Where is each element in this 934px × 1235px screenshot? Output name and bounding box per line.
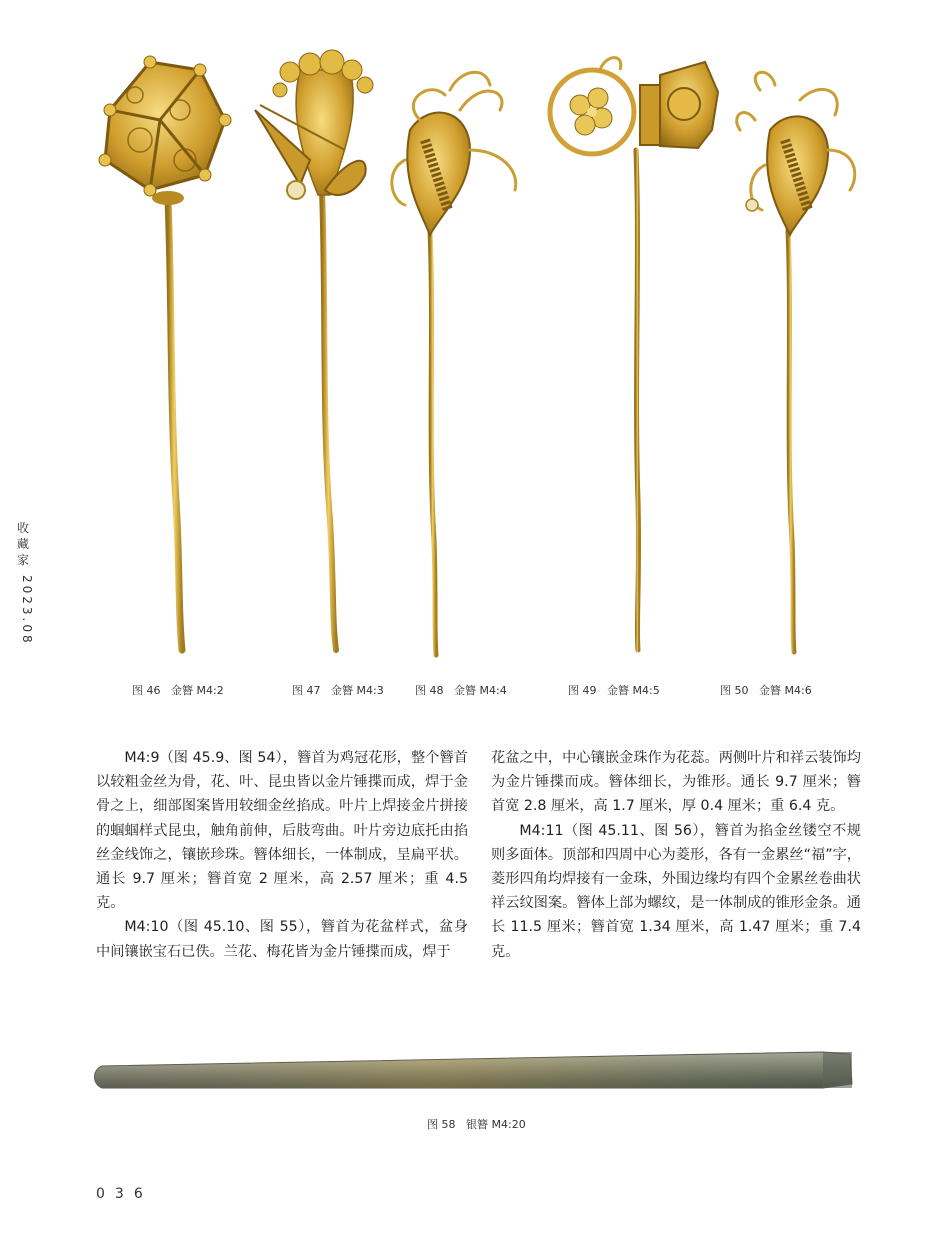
paragraph: M4:10（图 45.10、图 55），簪首为花盆样式，盆身中间镶嵌宝石已佚。兰花、梅花皆为金片锤揲而成，焊于 — [96, 919, 468, 960]
figure-label: 图 49 — [568, 684, 597, 697]
magazine-char: 收 — [16, 521, 31, 535]
figure-caption — [415, 682, 507, 698]
figure-name: 金簪 M4:6 — [759, 684, 812, 697]
figure-label: 图 46 — [132, 684, 161, 697]
figure-caption — [720, 682, 812, 698]
figure-name: 金簪 M4:4 — [454, 684, 507, 697]
hairpin-m4-5-image — [550, 58, 718, 650]
magazine-char: 家 — [16, 553, 31, 567]
figure-caption — [132, 682, 224, 698]
paragraph: M4:11（图 45.11、图 56），簪首为掐金丝镂空不规则多面体。顶部和四周中心为菱形，各有一金累丝“福”字，菱形四角均焊接有一金珠，外围边缘均有四个金累丝卷曲状祥云纹图案。簪体上部为螺纹，是一体制成的锥形金条。通长 11.5 厘米；簪首宽 1.34 厘米，高 1.47 厘米；重 7.4 克。 — [491, 822, 861, 960]
hairpin-m4-3-image — [255, 50, 373, 650]
figure-name: 金簪 M4:2 — [171, 684, 224, 697]
issue-label: 2023.08 — [20, 575, 34, 646]
figure-label: 图 47 — [292, 684, 321, 697]
figure-caption — [292, 682, 384, 698]
text-column-right — [491, 746, 861, 964]
hairpin-m4-2-image — [99, 56, 231, 650]
paragraph: M4:9（图 45.9、图 54），簪首为鸡冠花形，整个簪首以较粗金丝为骨，花、叶、昆虫皆以金片锤揲而成，焊于金骨之上，细部图案皆用较细金丝掐成。叶片上焊接金片拼接的蝈蝈样式昆虫，触角前伸，后肢弯曲。叶片旁边底托由掐丝金线饰之，镶嵌珍珠。簪体细长，一体制成，呈扁平状。通长 9.7 厘米；簪首宽 2 厘米，高 2.57 厘米；重 4.5 克。 — [96, 750, 468, 912]
figure-caption — [427, 1116, 526, 1132]
silver-hairpin-image — [88, 1044, 862, 1106]
figure-label: 图 58 — [427, 1118, 456, 1131]
page-number: 036 — [96, 1186, 153, 1202]
figure-name: 金簪 M4:5 — [607, 684, 660, 697]
magazine-char: 藏 — [16, 537, 31, 551]
figure-name: 金簪 M4:3 — [331, 684, 384, 697]
text-column-left — [96, 746, 468, 964]
figure-name: 银簪 M4:20 — [466, 1118, 526, 1131]
figure-caption — [568, 682, 660, 698]
figure-label: 图 48 — [415, 684, 444, 697]
figure-label: 图 50 — [720, 684, 749, 697]
hairpin-m4-4-image — [392, 72, 516, 655]
paragraph: 花盆之中，中心镶嵌金珠作为花蕊。两侧叶片和祥云装饰均为金片锤揲而成。簪体细长，为锥形。通长 9.7 厘米；簪首宽 2.8 厘米，高 1.7 厘米，厚 0.4 厘米；重 6.4 克。 — [491, 750, 861, 815]
hairpin-m4-6-image — [737, 72, 855, 652]
